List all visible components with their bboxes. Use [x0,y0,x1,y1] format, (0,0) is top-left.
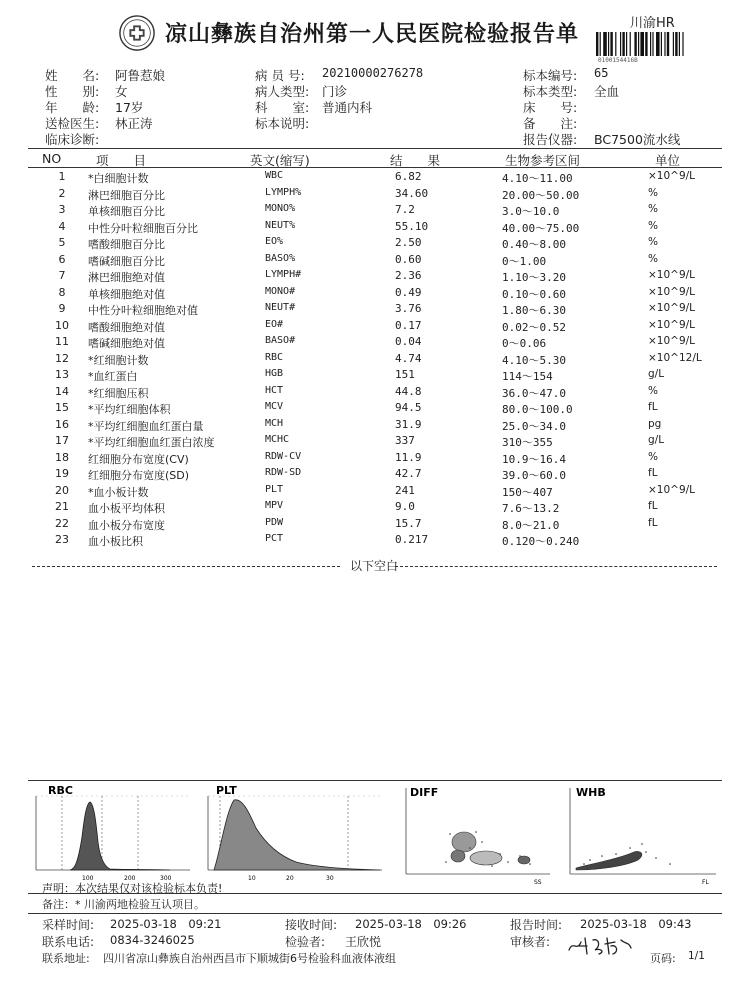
row-ref: 4.10～11.00 [502,172,573,185]
row-unit: % [648,186,658,199]
table-row [0,253,750,270]
row-result: 31.9 [395,417,422,431]
row-result: 151 [395,368,415,381]
col-header-ref: 生物参考区间 [505,153,581,168]
table-row [0,286,750,303]
row-ref: 0.40～8.00 [502,238,566,251]
row-item: 嗜酸细胞百分比 [88,238,165,251]
rbc-tick-label: 300 [160,875,172,882]
row-no: 23 [55,533,69,546]
diff-axis-label: SS [534,879,542,886]
row-item: 中性分叶粒细胞绝对值 [88,304,198,317]
row-abbr: HGB [265,368,284,379]
row-result: 7.2 [395,203,415,216]
row-item: *平均红细胞血红蛋白量 [88,419,204,433]
note: 备注：* 川渝两地检验互认项目。 [42,898,205,911]
whb-axis-label: FL [702,879,709,886]
report-title: 凉山彝族自治州第一人民医院检验报告单 [165,22,580,47]
row-unit: % [648,450,658,463]
diff-cluster [451,850,465,862]
row-result: 337 [395,434,415,447]
row-unit: ×10^9/L [648,170,696,182]
rbc-histogram [36,784,190,882]
row-result: 44.8 [395,384,422,398]
row-abbr: LYMPH% [265,186,302,198]
row-result: 42.7 [395,467,422,480]
row-ref: 25.0～34.0 [502,419,566,433]
row-ref: 8.0～21.0 [502,518,560,532]
row-unit: ×10^9/L [648,335,696,347]
blank-dashed-left [32,566,340,567]
page-label: 页码: [650,952,676,965]
receive-time: 2025-03-18 09:26 [355,917,467,931]
row-ref: 20.00～50.00 [502,188,580,202]
collect-time-label: 采样时间: [42,918,95,932]
col-header-unit: 单位 [655,153,681,168]
row-abbr: PLT [265,483,284,495]
row-ref: 0.120～0.240 [502,535,580,548]
row-abbr: RDW-SD [265,467,302,478]
row-abbr: EO# [265,318,284,330]
row-abbr: LYMPH# [265,269,302,280]
address: 四川省凉山彝族自治州西昌市下顺城街6号检验科血液体液组 [103,952,396,965]
reviewer-label: 审核者: [510,935,551,949]
row-abbr: MCH [265,417,284,429]
row-no: 19 [55,467,69,480]
row-ref: 0.02～0.52 [502,320,566,334]
blank-dashed-right [395,566,717,567]
barcode-number: 0100154416B [598,57,638,64]
row-item: *血小板计数 [88,485,149,499]
report-time: 2025-03-18 09:43 [580,917,692,931]
row-unit: % [648,219,658,232]
row-item: *白细胞计数 [88,172,149,185]
whb-label: WHB [576,786,606,799]
rbc-tick-label: 100 [82,875,94,882]
row-ref: 40.00～75.00 [502,221,580,235]
row-result: 15.7 [395,516,422,530]
table-row [0,269,750,286]
table-row [0,352,750,369]
diff-cluster [452,832,476,852]
row-item: *红细胞计数 [88,353,149,367]
row-no: 1 [58,170,66,183]
row-abbr: PCT [265,533,284,544]
row-item: 淋巴细胞百分比 [88,188,165,202]
patient-type-label: 病人类型: [255,84,310,99]
row-ref: 3.0～10.0 [502,205,560,218]
col-header-item: 项 目 [96,153,147,168]
tester: 王欣悦 [345,935,382,949]
row-no: 22 [55,516,69,530]
row-unit: ×10^9/L [648,269,696,281]
diff-cluster [518,856,530,864]
row-unit: fL [648,467,658,479]
table-row [0,220,750,237]
row-abbr: BASO# [265,335,296,346]
row-result: 11.9 [395,450,422,464]
row-no: 13 [55,368,69,381]
patient-no-label: 病 员 号: [255,68,305,83]
rbc-tick-label: 200 [124,875,136,882]
reviewer-signature [565,932,635,958]
row-no: 11 [55,335,69,348]
row-item: 单核细胞百分比 [88,205,165,218]
sample-type: 全血 [594,84,620,99]
table-row [0,401,750,418]
row-no: 12 [55,351,69,365]
table-row [0,335,750,352]
chart-top-rule [28,780,722,781]
row-abbr: MONO% [265,203,296,214]
row-no: 8 [58,285,66,299]
report-time-label: 报告时间: [510,918,563,932]
table-row [0,236,750,253]
row-abbr: EO% [265,236,284,247]
table-row [0,385,750,402]
row-abbr: WBC [265,170,284,181]
plt-label: PLT [216,784,237,797]
whb-scattergram [570,786,716,886]
row-ref: 1.80～6.30 [502,304,566,317]
rbc-label: RBC [48,784,73,797]
row-abbr: MCHC [265,434,290,445]
collect-time: 2025-03-18 09:21 [110,917,222,931]
sex-label: 性 别: [45,84,100,99]
patient-type: 门诊 [322,84,348,99]
plt-histogram [208,784,382,882]
tester-label: 检验者: [285,935,326,949]
row-unit: fL [648,401,658,413]
row-result: 3.76 [395,302,422,315]
row-ref: 150～407 [502,485,553,499]
row-result: 6.82 [395,170,422,183]
table-row [0,319,750,336]
row-result: 0.17 [395,318,422,332]
dept-label: 科 室: [255,100,310,115]
hospital-logo-icon [118,14,156,52]
patient-age: 17岁 [115,100,144,115]
row-unit: % [648,252,658,265]
footer-rule [28,913,722,914]
row-item: 淋巴细胞绝对值 [88,271,165,284]
row-item: *血红蛋白 [88,370,138,383]
table-header-rule [28,167,722,168]
plt-tick-label: 20 [286,875,294,882]
row-item: 血小板比积 [88,535,143,548]
row-unit: ×10^9/L [648,302,696,314]
row-unit: ×10^9/L [648,483,696,496]
row-ref: 7.6～13.2 [502,502,560,515]
table-row [0,451,750,468]
row-item: 嗜酸细胞绝对值 [88,320,165,334]
row-abbr: NEUT# [265,302,296,313]
row-item: 嗜碱细胞百分比 [88,254,165,268]
row-item: 嗜碱细胞绝对值 [88,337,165,350]
row-item: 中性分叶粒细胞百分比 [88,221,198,235]
row-unit: ×10^9/L [648,318,696,331]
table-row [0,517,750,534]
plt-tick-label: 30 [326,875,334,882]
bed-label: 床 号: [523,100,578,115]
histogram-panel [30,782,720,892]
table-row [0,484,750,501]
row-result: 0.49 [395,285,422,299]
sample-no: 65 [594,66,609,80]
sample-no-label: 标本编号: [523,68,578,83]
page-number: 1/1 [688,950,705,962]
row-unit: % [648,384,658,397]
row-abbr: MONO# [265,285,296,297]
doctor-label: 送检医生: [45,116,100,131]
row-ref: 4.10～5.30 [502,353,566,367]
row-result: 2.50 [395,236,422,249]
row-abbr: NEUT% [265,219,296,231]
row-item: 血小板平均体积 [88,502,165,515]
row-unit: % [648,203,658,215]
table-row [0,500,750,517]
row-unit: g/L [648,434,665,446]
row-abbr: MPV [265,500,284,511]
sample-type-label: 标本类型: [523,84,578,99]
table-top-rule [28,148,722,149]
row-result: 34.60 [395,186,429,200]
statement: 声明：本次结果仅对该检验标本负责! [42,882,223,895]
row-unit: ×10^9/L [648,285,696,298]
row-ref: 114～154 [502,370,553,383]
col-header-no: NO [42,151,62,166]
row-item: 红细胞分布宽度(SD) [88,469,190,482]
row-no: 7 [58,269,66,282]
sample-note-label: 标本说明: [255,116,310,131]
table-row [0,418,750,435]
row-item: *平均红细胞体积 [88,403,171,416]
instrument: BC7500流水线 [594,132,681,147]
diff-label: DIFF [410,786,439,799]
row-abbr: PDW [265,516,284,528]
row-ref: 310～355 [502,436,553,449]
row-no: 9 [58,302,66,315]
row-ref: 39.0～60.0 [502,469,566,482]
barcode-icon [596,32,714,56]
row-no: 4 [58,219,66,233]
patient-no: 20210000276278 [322,66,424,80]
doctor-name: 林正涛 [115,116,153,131]
row-result: 0.04 [395,335,422,348]
row-unit: pg [648,417,662,430]
table-row [0,467,750,484]
row-no: 6 [58,252,66,266]
row-no: 2 [58,186,66,200]
row-no: 3 [58,203,66,216]
row-ref: 0.10～0.60 [502,287,566,301]
row-no: 5 [58,236,66,249]
diagnosis-label: 临床诊断: [45,132,100,147]
row-abbr: MCV [265,401,284,412]
whb-cluster [576,851,642,870]
row-abbr: BASO% [265,252,296,264]
row-result: 2.36 [395,269,422,282]
row-item: 血小板分布宽度 [88,518,165,532]
row-unit: fL [648,500,658,512]
row-result: 9.0 [395,500,415,513]
row-result: 241 [395,483,415,497]
row-no: 14 [55,384,69,398]
plt-tick-label: 10 [248,875,256,882]
col-header-result: 结 果 [390,153,441,168]
row-unit: fL [648,516,658,529]
row-ref: 0～1.00 [502,254,547,268]
row-item: *红细胞压积 [88,386,149,400]
name-label: 姓 名: [45,68,100,83]
patient-sex: 女 [115,84,128,99]
row-ref: 36.0～47.0 [502,386,566,400]
dept: 普通内科 [322,100,373,115]
row-ref: 0～0.06 [502,337,547,350]
phone: 0834-3246025 [110,933,195,947]
col-header-abbr: 英文(缩写) [250,153,310,168]
address-label: 联系地址: [42,952,90,965]
diff-cluster [470,851,502,865]
row-ref: 1.10～3.20 [502,271,566,284]
row-abbr: RDW-CV [265,450,302,462]
row-result: 0.217 [395,533,429,546]
table-row [0,302,750,319]
row-abbr: RBC [265,351,284,363]
table-row [0,533,750,550]
row-no: 20 [55,483,69,497]
table-row [0,434,750,451]
phone-label: 联系电话: [42,935,95,949]
row-item: *平均红细胞血红蛋白浓度 [88,436,215,449]
row-item: 红细胞分布宽度(CV) [88,452,189,466]
diff-scattergram [406,786,550,886]
row-ref: 80.0～100.0 [502,403,573,416]
table-row [0,170,750,187]
hr-tag: 川渝HR [630,16,675,31]
remark-label: 备 注: [523,116,578,131]
row-result: 4.74 [395,351,422,365]
table-row [0,187,750,204]
row-no: 10 [55,318,69,332]
row-result: 55.10 [395,219,429,233]
row-ref: 10.9～16.4 [502,452,566,466]
patient-name: 阿鲁惹娘 [115,68,166,83]
row-unit: g/L [648,368,665,380]
row-no: 15 [55,401,69,414]
row-unit: ×10^12/L [648,351,702,364]
age-label: 年 龄: [45,100,100,115]
blank-label: 以下空白 [350,559,399,573]
receive-time-label: 接收时间: [285,918,338,932]
table-row [0,368,750,385]
row-no: 16 [55,417,69,431]
row-result: 94.5 [395,401,422,414]
row-unit: % [648,236,658,248]
table-row [0,203,750,220]
row-no: 21 [55,500,69,513]
row-result: 0.60 [395,252,422,266]
row-abbr: HCT [265,384,284,396]
row-no: 18 [55,450,69,464]
instrument-label: 报告仪器: [523,132,578,147]
row-no: 17 [55,434,69,447]
row-item: 单核细胞绝对值 [88,287,165,301]
